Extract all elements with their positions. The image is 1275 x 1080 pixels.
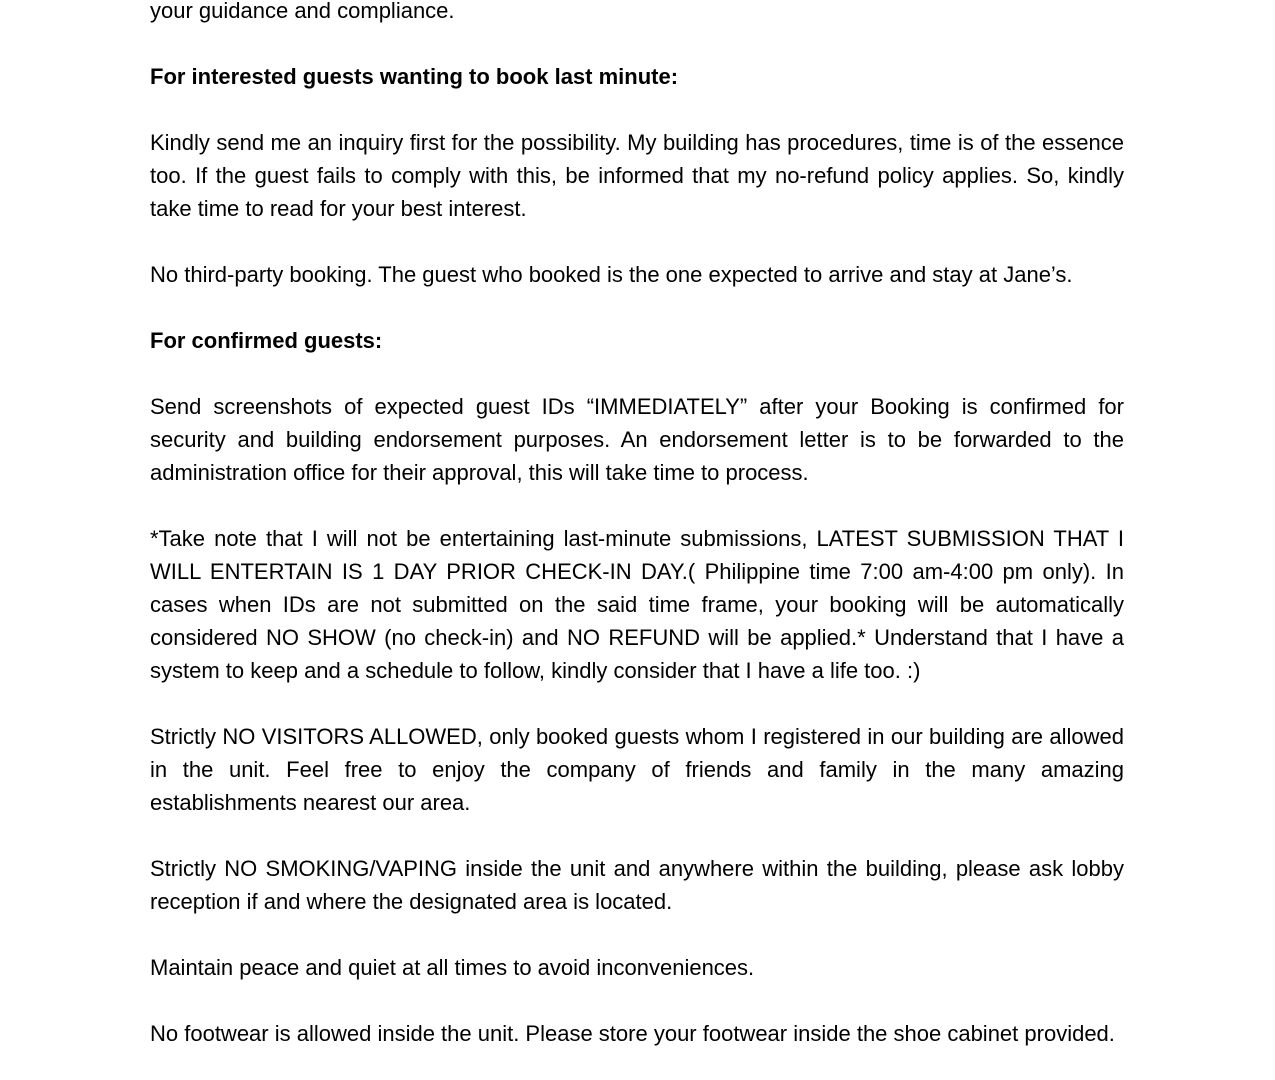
last-minute-heading: For interested guests wanting to book last minute:: [150, 64, 679, 89]
footwear-paragraph: No footwear is allowed inside the unit. Please store your footwear inside the shoe cabinet provided.: [150, 1021, 1115, 1046]
quiet-paragraph: Maintain peace and quiet at all times to avoid inconveniences.: [150, 955, 755, 980]
document-page: [150, 0, 1124, 1050]
last-minute-paragraph: Kindly send me an inquiry first for the possibility. My building has procedures, time is of the essence too. If the guest fails to comply with this, be informed that my no-refund policy applies. So, kindly take time to read for your best interest.: [150, 130, 1124, 221]
intro-tail-paragraph: your guidance and compliance.: [150, 0, 455, 23]
confirmed-guests-heading: For confirmed guests:: [150, 328, 383, 353]
confirmed-guests-paragraph: Send screenshots of expected guest IDs “IMMEDIATELY” after your Booking is confirmed for security and building endorsement purposes. An endorsement letter is to be forwarded to the administration office for their approval, this will take time to process.: [150, 394, 1124, 485]
no-visitors-paragraph: Strictly NO VISITORS ALLOWED, only booked guests whom I registered in our building are allowed in the unit. Feel free to enjoy the company of friends and family in the many amazing establishments nearest our area.: [150, 724, 1124, 815]
no-smoking-paragraph: Strictly NO SMOKING/VAPING inside the unit and anywhere within the building, please ask lobby reception if and where the designated area is located.: [150, 856, 1124, 914]
third-party-paragraph: No third-party booking. The guest who booked is the one expected to arrive and stay at Jane’s.: [150, 262, 1073, 287]
submission-note-paragraph: *Take note that I will not be entertaining last-minute submissions, LATEST SUBMISSION THAT I WILL ENTERTAIN IS 1 DAY PRIOR CHECK-IN DAY.( Philippine time 7:00 am-4:00 pm only). In cases when IDs are not submitted on the said time frame, your booking will be automatically considered NO SHOW (no check-in) and NO REFUND will be applied.* Understand that I have a system to keep and a schedule to follow, kindly consider that I have a life too. :): [150, 526, 1124, 683]
